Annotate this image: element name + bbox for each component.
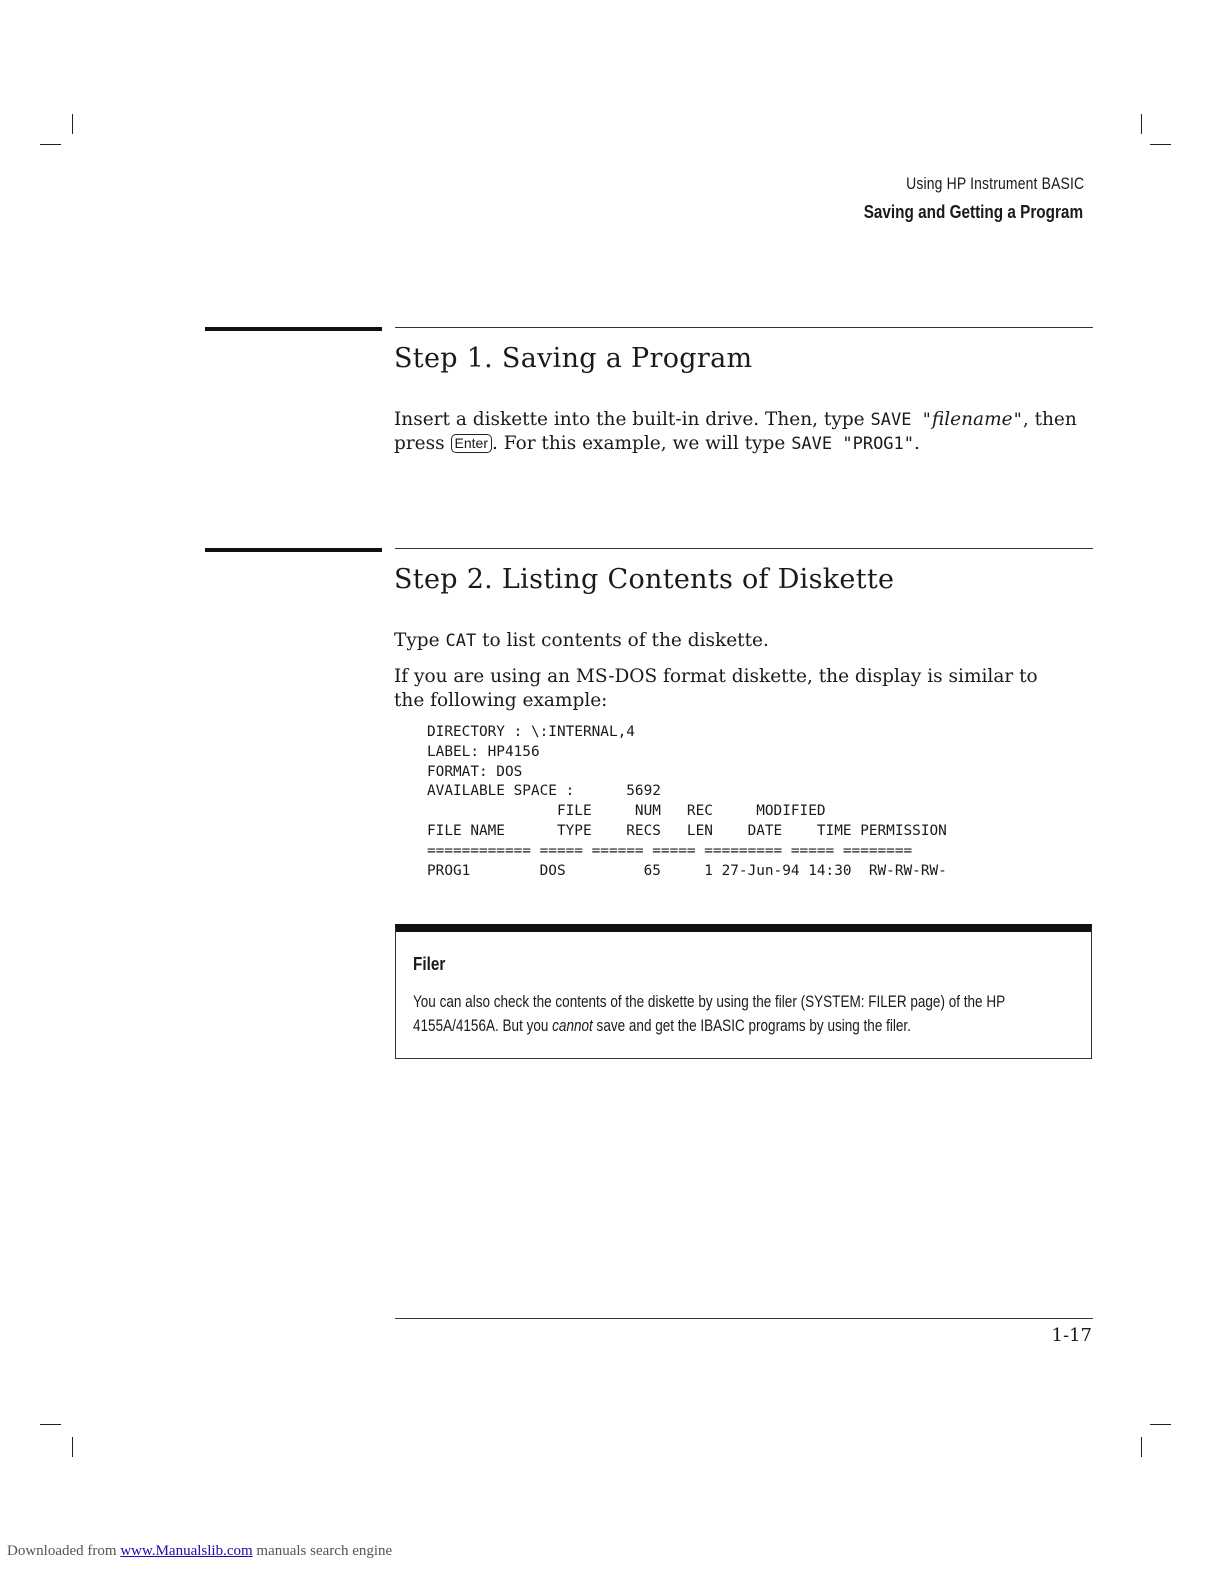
running-header-chapter: Using HP Instrument BASIC [905,174,1084,193]
manualslib-link[interactable]: www.Manualslib.com [120,1543,253,1559]
note-title: Filer [413,954,446,974]
step1-title: Step 1. Saving a Program [394,343,753,374]
note-text-b: save and get the IBASIC programs by using the filer. [592,1017,911,1035]
directory-listing [427,723,947,881]
crop-mark [1141,114,1142,134]
step1-text-b: , then [1022,409,1077,430]
step1-italic-filename: filename [931,409,1013,430]
enter-key-icon: Enter [451,434,492,453]
step2-p1-text-b: to list contents of the diskette. [476,630,769,651]
note-italic-cannot: cannot [552,1017,593,1035]
crop-mark [1150,1424,1171,1425]
step2-title: Step 2. Listing Contents of Diskette [394,564,895,595]
download-suffix: manuals search engine [252,1543,393,1559]
step1-paragraph [394,408,1094,456]
download-banner [7,1543,392,1560]
step2-code-cat: CAT [445,631,477,651]
listing-line: FORMAT: DOS [427,763,523,780]
note-text-a: You can also check the contents of the diskette by using the filer (SYSTEM: FILER page) of the HP 4155A/4156A. But you [413,993,1005,1035]
step1-code-b: " [1012,410,1023,430]
filer-note-box [395,924,1092,1059]
note-body [413,990,1061,1038]
crop-mark [40,144,61,145]
crop-mark [1150,144,1171,145]
listing-line: FILE NAME TYPE RECS LEN DATE TIME PERMISSION [427,822,947,839]
crop-mark [72,1437,73,1457]
step1-text-e: . [914,433,920,454]
step1-text-d: . For this example, we will type [491,433,792,454]
page-number: 1-17 [1051,1325,1092,1346]
section-rule-thick [205,327,382,331]
step1-code-c: SAVE "PROG1" [791,434,915,454]
listing-line: LABEL: HP4156 [427,743,540,760]
crop-mark [40,1424,61,1425]
section-rule-thick [205,548,382,552]
step2-p1-text-a: Type [394,630,446,651]
listing-line: FILE NUM REC MODIFIED [427,803,826,820]
crop-mark [72,114,73,134]
section-rule-thin [395,548,1093,549]
crop-mark [1141,1437,1142,1457]
footer-rule [395,1318,1093,1319]
listing-line: PROG1 DOS 65 1 27-Jun-94 14:30 RW-RW-RW- [427,862,947,879]
running-header-section: Saving and Getting a Program [863,202,1083,222]
listing-line: AVAILABLE SPACE : 5692 [427,783,661,800]
step1-text-c: press [394,433,451,454]
step1-text-a: Insert a diskette into the built-in drive. Then, type [394,409,871,430]
step2-paragraph-2: If you are using an MS-DOS format diskette, the display is similar to the following example: [394,666,1038,711]
download-prefix: Downloaded from [7,1543,121,1559]
section-rule-thin [395,327,1093,328]
listing-line: DIRECTORY : \:INTERNAL,4 [427,724,635,740]
listing-line: ============ ===== ====== ===== ========= ===== ======== [427,842,913,859]
step1-code-a: SAVE " [870,410,932,430]
step2-paragraph-1 [394,629,1094,653]
